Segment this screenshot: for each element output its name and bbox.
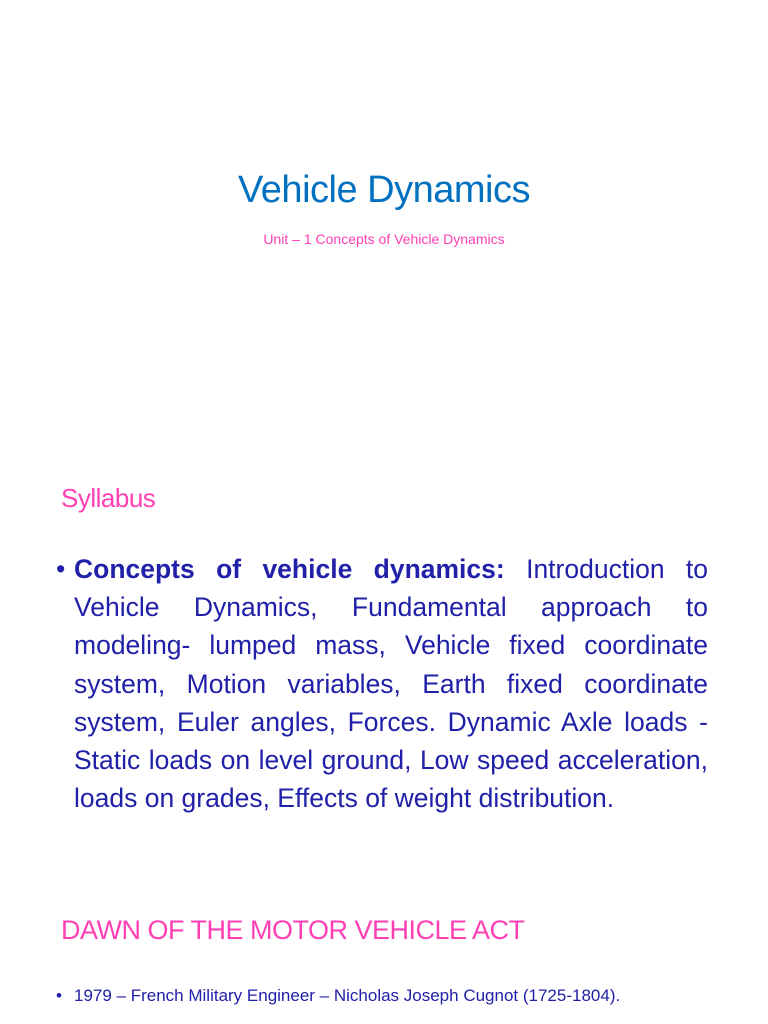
syllabus-slide <box>0 432 768 872</box>
syllabus-heading: Syllabus <box>61 483 156 513</box>
motor-vehicle-act-slide <box>0 872 768 1024</box>
bullet-icon: • <box>56 554 66 584</box>
list-item <box>56 984 716 1008</box>
bullet-icon: • <box>56 986 62 1005</box>
syllabus-topic-title: Concepts of vehicle dynamics: <box>74 554 505 584</box>
syllabus-content <box>56 550 708 817</box>
slide-title: Vehicle Dynamics <box>238 169 530 211</box>
syllabus-bullet <box>56 550 708 817</box>
title-slide <box>0 0 768 432</box>
syllabus-topic-text: Introduction to Vehicle Dynamics, Fundamental approach to modeling- lumped mass, Vehicle fixed coordinate system, Motion variables, Earth fixed coordinate system, Euler angles, Forces. Dynamic Axle loads - Static loads on level ground, Low speed acceleration, loads on grades, Effects of weight distribution. <box>74 554 709 814</box>
list-item-text: 1979 – French Military Engineer – Nicholas Joseph Cugnot (1725-1804). <box>74 986 621 1005</box>
slide-subtitle: Unit – 1 Concepts of Vehicle Dynamics <box>263 231 505 247</box>
act-list <box>56 984 716 1008</box>
act-heading: DAWN OF THE MOTOR VEHICLE ACT <box>61 915 525 945</box>
